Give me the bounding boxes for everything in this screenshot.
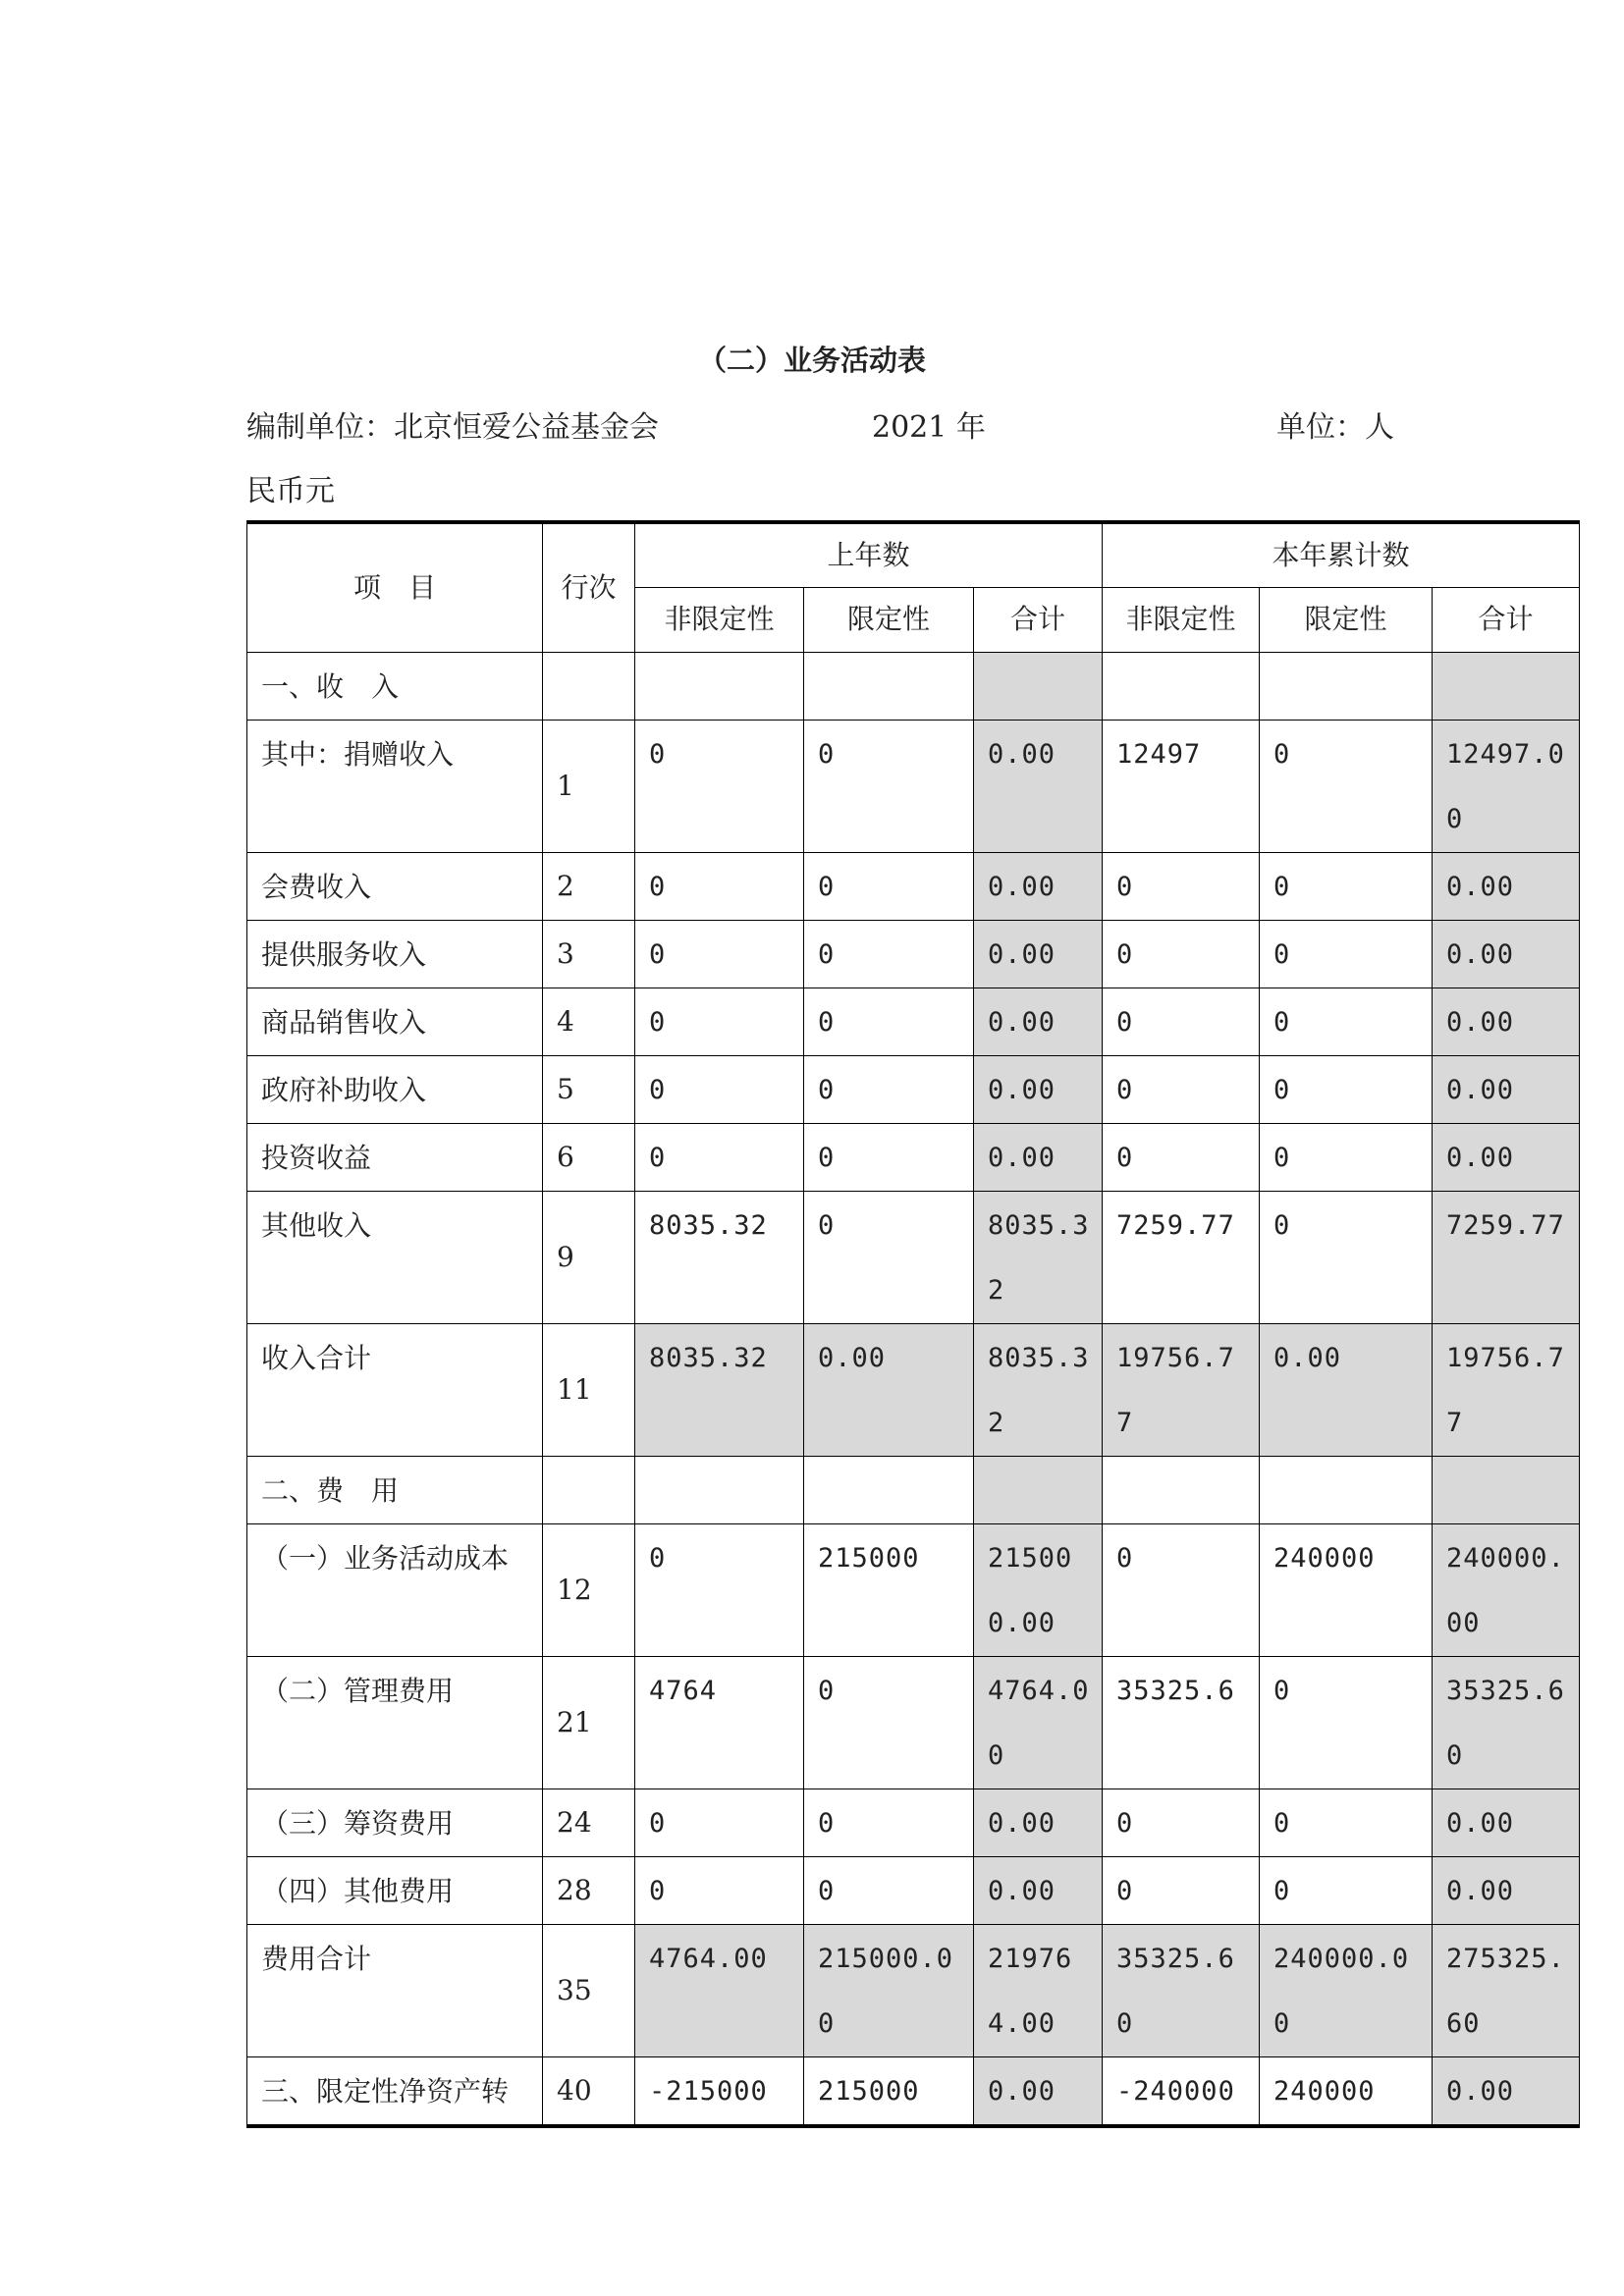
row-number: 11 bbox=[543, 1323, 635, 1456]
header-this-year-unrestricted: 非限定性 bbox=[1103, 587, 1260, 652]
row-number bbox=[543, 652, 635, 720]
header-last-year-unrestricted: 非限定性 bbox=[635, 587, 804, 652]
table-row bbox=[247, 988, 1580, 1055]
cell-this-year-unrestricted: 35325.60 bbox=[1103, 1924, 1260, 2056]
row-item-label: 商品销售收入 bbox=[247, 988, 543, 1055]
cell-last-year-unrestricted: -215000 bbox=[635, 2056, 804, 2126]
table-row bbox=[247, 1055, 1580, 1123]
currency-unit-line1: 单位：人 bbox=[1276, 410, 1394, 445]
cell-this-year-restricted: 0 bbox=[1260, 988, 1433, 1055]
row-number: 9 bbox=[543, 1191, 635, 1323]
currency-unit-line2: 民币元 bbox=[246, 474, 335, 508]
row-item-label: 三、限定性净资产转 bbox=[247, 2056, 543, 2126]
cell-last-year-restricted: 0 bbox=[804, 1055, 974, 1123]
cell-this-year-total: 0.00 bbox=[1433, 852, 1580, 920]
cell-last-year-restricted: 0 bbox=[804, 1656, 974, 1789]
cell-last-year-unrestricted: 0 bbox=[635, 1055, 804, 1123]
table-row bbox=[247, 1523, 1580, 1656]
table-row bbox=[247, 652, 1580, 720]
row-number: 1 bbox=[543, 720, 635, 852]
cell-last-year-total bbox=[974, 652, 1103, 720]
table-row bbox=[247, 720, 1580, 852]
cell-last-year-restricted: 0 bbox=[804, 720, 974, 852]
cell-this-year-unrestricted: 0 bbox=[1103, 920, 1260, 988]
cell-this-year-total: 240000.00 bbox=[1433, 1523, 1580, 1656]
row-number: 2 bbox=[543, 852, 635, 920]
cell-last-year-restricted: 0 bbox=[804, 1191, 974, 1323]
row-number: 3 bbox=[543, 920, 635, 988]
cell-last-year-unrestricted bbox=[635, 652, 804, 720]
row-item-label: （二）管理费用 bbox=[247, 1656, 543, 1789]
cell-last-year-restricted: 0 bbox=[804, 1789, 974, 1856]
cell-last-year-restricted: 0 bbox=[804, 852, 974, 920]
header-last-year: 上年数 bbox=[635, 522, 1103, 587]
cell-last-year-unrestricted: 8035.32 bbox=[635, 1191, 804, 1323]
cell-last-year-unrestricted: 0 bbox=[635, 988, 804, 1055]
row-item-label: 其他收入 bbox=[247, 1191, 543, 1323]
cell-this-year-total bbox=[1433, 652, 1580, 720]
header-this-year: 本年累计数 bbox=[1103, 522, 1580, 587]
cell-this-year-unrestricted: 0 bbox=[1103, 988, 1260, 1055]
cell-this-year-restricted: 0 bbox=[1260, 1856, 1433, 1924]
header-this-year-restricted: 限定性 bbox=[1260, 587, 1433, 652]
cell-last-year-total: 0.00 bbox=[974, 920, 1103, 988]
cell-this-year-total: 0.00 bbox=[1433, 1789, 1580, 1856]
row-item-label: （四）其他费用 bbox=[247, 1856, 543, 1924]
table-row bbox=[247, 1191, 1580, 1323]
row-number: 6 bbox=[543, 1123, 635, 1191]
row-number: 4 bbox=[543, 988, 635, 1055]
cell-this-year-unrestricted bbox=[1103, 652, 1260, 720]
cell-this-year-total: 7259.77 bbox=[1433, 1191, 1580, 1323]
cell-this-year-unrestricted: 35325.6 bbox=[1103, 1656, 1260, 1789]
cell-this-year-total: 0.00 bbox=[1433, 1856, 1580, 1924]
row-item-label: 政府补助收入 bbox=[247, 1055, 543, 1123]
cell-last-year-total: 0.00 bbox=[974, 852, 1103, 920]
cell-last-year-restricted: 0 bbox=[804, 988, 974, 1055]
cell-last-year-total: 0.00 bbox=[974, 988, 1103, 1055]
cell-last-year-unrestricted: 0 bbox=[635, 720, 804, 852]
cell-last-year-restricted: 0.00 bbox=[804, 1323, 974, 1456]
cell-this-year-total: 19756.77 bbox=[1433, 1323, 1580, 1456]
header-last-year-restricted: 限定性 bbox=[804, 587, 974, 652]
header-this-year-total: 合计 bbox=[1433, 587, 1580, 652]
compiling-unit: 编制单位：北京恒爱公益基金会 bbox=[246, 410, 659, 445]
cell-last-year-restricted: 0 bbox=[804, 1123, 974, 1191]
row-item-label: 会费收入 bbox=[247, 852, 543, 920]
cell-last-year-restricted: 0 bbox=[804, 920, 974, 988]
cell-last-year-total: 4764.00 bbox=[974, 1656, 1103, 1789]
cell-last-year-total: 8035.32 bbox=[974, 1191, 1103, 1323]
cell-this-year-restricted: 240000 bbox=[1260, 1523, 1433, 1656]
cell-this-year-restricted: 0.00 bbox=[1260, 1323, 1433, 1456]
cell-last-year-total: 0.00 bbox=[974, 1856, 1103, 1924]
cell-this-year-total bbox=[1433, 1456, 1580, 1523]
cell-last-year-unrestricted: 0 bbox=[635, 1789, 804, 1856]
cell-last-year-unrestricted bbox=[635, 1456, 804, 1523]
cell-this-year-restricted: 0 bbox=[1260, 920, 1433, 988]
cell-this-year-restricted: 0 bbox=[1260, 1656, 1433, 1789]
cell-last-year-unrestricted: 8035.32 bbox=[635, 1323, 804, 1456]
row-number: 35 bbox=[543, 1924, 635, 2056]
activity-statement-table bbox=[246, 520, 1580, 2128]
row-item-label: 收入合计 bbox=[247, 1323, 543, 1456]
cell-last-year-unrestricted: 0 bbox=[635, 1523, 804, 1656]
header-row-no: 行次 bbox=[543, 522, 635, 652]
cell-this-year-unrestricted: 0 bbox=[1103, 1055, 1260, 1123]
row-item-label: 投资收益 bbox=[247, 1123, 543, 1191]
cell-this-year-restricted: 0 bbox=[1260, 1123, 1433, 1191]
cell-this-year-total: 0.00 bbox=[1433, 988, 1580, 1055]
cell-this-year-restricted: 0 bbox=[1260, 1055, 1433, 1123]
cell-last-year-restricted: 215000 bbox=[804, 1523, 974, 1656]
cell-this-year-total: 275325.60 bbox=[1433, 1924, 1580, 2056]
cell-this-year-unrestricted: -240000 bbox=[1103, 2056, 1260, 2126]
cell-this-year-total: 0.00 bbox=[1433, 2056, 1580, 2126]
cell-this-year-total: 0.00 bbox=[1433, 1123, 1580, 1191]
cell-this-year-restricted: 0 bbox=[1260, 852, 1433, 920]
cell-last-year-total: 0.00 bbox=[974, 720, 1103, 852]
cell-this-year-total: 12497.00 bbox=[1433, 720, 1580, 852]
table-row bbox=[247, 1856, 1580, 1924]
cell-last-year-unrestricted: 0 bbox=[635, 852, 804, 920]
table-row bbox=[247, 920, 1580, 988]
table-row bbox=[247, 1656, 1580, 1789]
row-item-label: 提供服务收入 bbox=[247, 920, 543, 988]
cell-last-year-total: 219764.00 bbox=[974, 1924, 1103, 2056]
cell-this-year-unrestricted: 19756.77 bbox=[1103, 1323, 1260, 1456]
cell-last-year-restricted bbox=[804, 1456, 974, 1523]
row-number: 24 bbox=[543, 1789, 635, 1856]
report-year: 2021 年 bbox=[872, 410, 986, 445]
cell-last-year-restricted: 215000 bbox=[804, 2056, 974, 2126]
table-row bbox=[247, 1323, 1580, 1456]
table-row bbox=[247, 1789, 1580, 1856]
row-item-label: 费用合计 bbox=[247, 1924, 543, 2056]
cell-last-year-total: 0.00 bbox=[974, 2056, 1103, 2126]
row-number: 21 bbox=[543, 1656, 635, 1789]
table-row bbox=[247, 1456, 1580, 1523]
cell-this-year-total: 0.00 bbox=[1433, 1055, 1580, 1123]
row-number: 12 bbox=[543, 1523, 635, 1656]
row-item-label: 其中：捐赠收入 bbox=[247, 720, 543, 852]
cell-last-year-total: 8035.32 bbox=[974, 1323, 1103, 1456]
cell-this-year-unrestricted: 0 bbox=[1103, 1123, 1260, 1191]
cell-this-year-unrestricted: 0 bbox=[1103, 1789, 1260, 1856]
cell-last-year-unrestricted: 0 bbox=[635, 920, 804, 988]
report-title: （二）业务活动表 bbox=[697, 344, 926, 377]
cell-this-year-total: 0.00 bbox=[1433, 920, 1580, 988]
cell-last-year-total: 0.00 bbox=[974, 1789, 1103, 1856]
cell-this-year-restricted: 240000 bbox=[1260, 2056, 1433, 2126]
cell-this-year-unrestricted bbox=[1103, 1456, 1260, 1523]
cell-last-year-total: 0.00 bbox=[974, 1055, 1103, 1123]
row-item-label: 一、收 入 bbox=[247, 652, 543, 720]
table-row bbox=[247, 1924, 1580, 2056]
cell-this-year-unrestricted: 0 bbox=[1103, 852, 1260, 920]
row-number: 5 bbox=[543, 1055, 635, 1123]
cell-this-year-restricted bbox=[1260, 1456, 1433, 1523]
cell-this-year-restricted: 0 bbox=[1260, 1191, 1433, 1323]
cell-last-year-restricted bbox=[804, 652, 974, 720]
table-row bbox=[247, 852, 1580, 920]
cell-this-year-restricted: 240000.00 bbox=[1260, 1924, 1433, 2056]
row-number bbox=[543, 1456, 635, 1523]
cell-last-year-restricted: 215000.00 bbox=[804, 1924, 974, 2056]
table-row bbox=[247, 1123, 1580, 1191]
header-last-year-total: 合计 bbox=[974, 587, 1103, 652]
cell-last-year-unrestricted: 4764 bbox=[635, 1656, 804, 1789]
cell-this-year-unrestricted: 12497 bbox=[1103, 720, 1260, 852]
cell-last-year-unrestricted: 0 bbox=[635, 1856, 804, 1924]
row-number: 28 bbox=[543, 1856, 635, 1924]
cell-last-year-total: 215000.00 bbox=[974, 1523, 1103, 1656]
cell-this-year-restricted bbox=[1260, 652, 1433, 720]
cell-this-year-total: 35325.60 bbox=[1433, 1656, 1580, 1789]
row-item-label: （三）筹资费用 bbox=[247, 1789, 543, 1856]
cell-this-year-restricted: 0 bbox=[1260, 720, 1433, 852]
table-row bbox=[247, 2056, 1580, 2126]
cell-this-year-unrestricted: 0 bbox=[1103, 1856, 1260, 1924]
row-number: 40 bbox=[543, 2056, 635, 2126]
cell-this-year-unrestricted: 7259.77 bbox=[1103, 1191, 1260, 1323]
row-item-label: 二、费 用 bbox=[247, 1456, 543, 1523]
row-item-label: （一）业务活动成本 bbox=[247, 1523, 543, 1656]
cell-this-year-restricted: 0 bbox=[1260, 1789, 1433, 1856]
cell-last-year-total bbox=[974, 1456, 1103, 1523]
cell-last-year-unrestricted: 4764.00 bbox=[635, 1924, 804, 2056]
cell-last-year-unrestricted: 0 bbox=[635, 1123, 804, 1191]
cell-this-year-unrestricted: 0 bbox=[1103, 1523, 1260, 1656]
cell-last-year-restricted: 0 bbox=[804, 1856, 974, 1924]
header-item: 项 目 bbox=[247, 522, 543, 652]
cell-last-year-total: 0.00 bbox=[974, 1123, 1103, 1191]
